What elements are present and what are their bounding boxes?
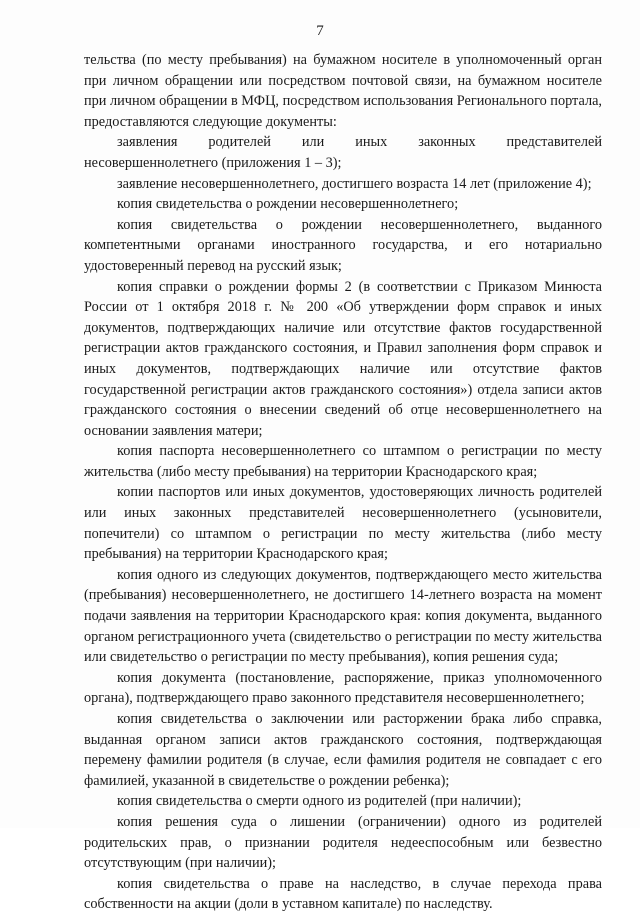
paragraph-continuation: тельства (по месту пребывания) на бумажном носителе в уполномоченный орган при личном обращении или посредством почтовой связи, на бумажном носителе при личном обращении в МФЦ, посредством использования Регионального портала, предоставляются следующие документы: [84, 52, 603, 130]
paragraph-residence-document: копия одного из следующих документов, подтверждающего место жительства (пребывания) несовершеннолетнего, не достигшего 14-летнего возраста на момент подачи заявления на территории Краснодарского края: копия документа, выданного органом регистрационного учета (свидетельство о регистрации по месту жительства или свидетельство о регистрации по месту пребывания), копия решения суда; [84, 566, 602, 666]
paragraph-birth-certificate: копия свидетельства о рождении несовершеннолетнего; [117, 196, 459, 213]
paragraph-inheritance-certificate: копия свидетельства о праве на наследство, в случае перехода права собственности на акции (доли в уставном капитале) по наследству. [84, 875, 602, 913]
paragraph-minor-passport: копия паспорта несовершеннолетнего со штампом о регистрации по месту жительства (либо месту пребывания) на территории Краснодарского края; [84, 443, 602, 480]
paragraph-guardian-authority: копия документа (постановление, распоряжение, приказ уполномоченного органа), подтверждающего право законного представителя несовершеннолетнего; [84, 669, 602, 707]
document-body [84, 50, 602, 915]
page-number: 7 [316, 23, 324, 39]
paragraph-death-certificate: копия свидетельства о смерти одного из родителей (при наличии); [117, 793, 522, 810]
paragraph-foreign-birth-certificate: копия свидетельства о рождении несовершеннолетнего, выданного компетентными органами иностранного государства, и его нотариально удостоверенный перевод на русский язык; [84, 216, 602, 274]
paragraph-parent-applications: заявления родителей или иных законных представителей несовершеннолетнего (приложения 1 – 3); [84, 134, 602, 171]
paragraph-court-decision: копия решения суда о лишении (ограничении) одного из родителей родительских прав, о признании родителя недееспособным или безвестно отсутствующим (при наличии); [84, 813, 602, 872]
paragraph-birth-reference-form-2: копия справки о рождении формы 2 (в соответствии с Приказом Минюста России от 1 октября 2018 г. № 200 «Об утверждении форм справок и иных документов, подтверждающих наличие или отсутствие фактов государственной регистрации актов гражданского состояния, и Правил заполнения форм справок и иных документов, подтверждающих наличие или отсутствие фактов государственной регистрации актов гражданского состояния») отдела записи актов гражданского состояния о внесении сведений об отце несовершеннолетнего на основании заявления матери; [84, 278, 602, 439]
paragraph-minor-application: заявление несовершеннолетнего, достигшего возраста 14 лет (приложение 4); [117, 175, 592, 192]
paragraph-marriage-certificate: копия свидетельства о заключении или расторжении брака либо справка, выданная органом записи актов гражданского состояния, подтверждающая перемену фамилии родителя (в случае, если фамилия родителя не совпадает с его фамилией, указанной в свидетельстве о рождении ребенка); [84, 711, 602, 789]
paragraph-parent-passports: копии паспортов или иных документов, удостоверяющих личность родителей или иных законных представителей несовершеннолетнего (усыновители, попечители) со штампом о регистрации по месту жительства (либо месту пребывания) на территории Краснодарского края; [84, 484, 602, 563]
